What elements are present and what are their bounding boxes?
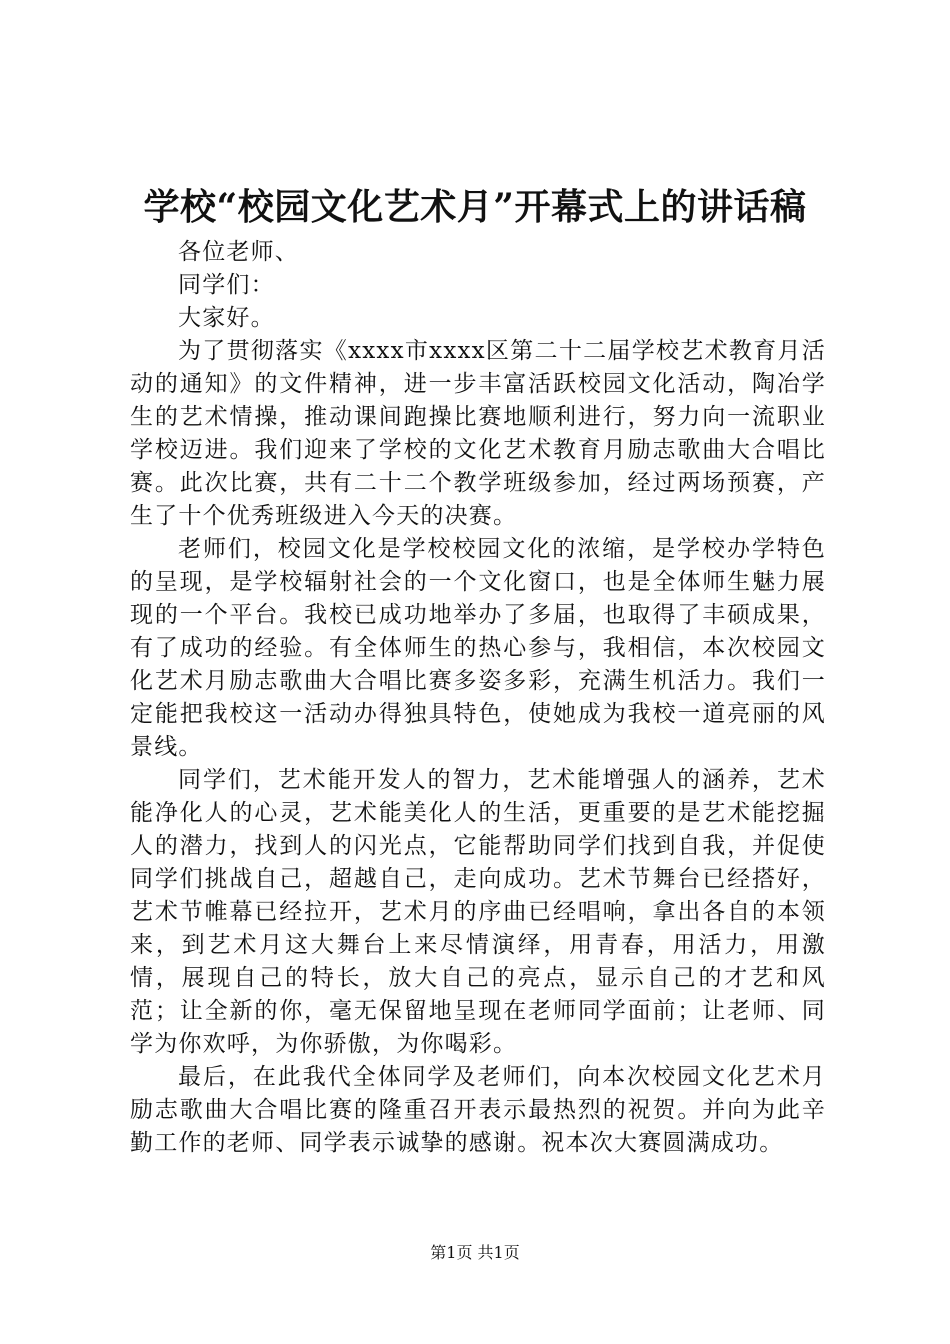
paragraph-teachers: 老师们，校园文化是学校校园文化的浓缩，是学校办学特色的呈现，是学校辐射社会的一个文化窗口，也是全体师生魅力展现的一个平台。我校已成功地举办了多届，也取得了丰硕成果，有了成功的经验。有全体师生的热心参与，我相信，本次校园文化艺术月励志歌曲大合唱比赛多姿多彩，充满生机活力。我们一定能把我校这一活动办得独具特色，使她成为我校一道亮丽的风景线。: [130, 536, 826, 760]
paragraph-intro: 为了贯彻落实《xxxx市xxxx区第二十二届学校艺术教育月活动的通知》的文件精神，进一步丰富活跃校园文化活动，陶冶学生的艺术情操，推动课间跑操比赛地顺利进行，努力向一流职业学校迈进。我们迎来了学校的文化艺术教育月励志歌曲大合唱比赛。此次比赛，共有二十二个教学班级参加，经过两场预赛，产生了十个优秀班级进入今天的决赛。: [130, 338, 826, 529]
paragraph-students: 同学们，艺术能开发人的智力，艺术能增强人的涵养，艺术能净化人的心灵，艺术能美化人的生活，更重要的是艺术能挖掘人的潜力，找到人的闪光点，它能帮助同学们找到自我，并促使同学们挑战自己，超越自己，走向成功。艺术节舞台已经搭好，艺术节帷幕已经拉开，艺术月的序曲已经唱响，拿出各自的本领来，到艺术月这大舞台上来尽情演绎，用青春，用活力，用激情，展现自己的特长，放大自己的亮点，显示自己的才艺和风范；让全新的你，毫无保留地呈现在老师同学面前；让老师、同学为你欢呼，为你骄傲，为你喝彩。: [130, 767, 826, 1057]
salutation-teachers: 各位老师、: [178, 239, 299, 265]
document-body: [130, 236, 826, 1160]
salutation-students: 同学们：: [178, 272, 275, 298]
paragraph-closing: 最后，在此我代全体同学及老师们，向本次校园文化艺术月励志歌曲大合唱比赛的隆重召开表示最热烈的祝贺。并向为此辛勤工作的老师、同学表示诚挚的感谢。祝本次大赛圆满成功。: [130, 1064, 826, 1156]
greeting: 大家好。: [178, 305, 275, 331]
document-title: 学校“校园文化艺术月”开幕式上的讲话稿: [143, 186, 807, 228]
page-footer: 第1页 共1页: [430, 1243, 520, 1262]
